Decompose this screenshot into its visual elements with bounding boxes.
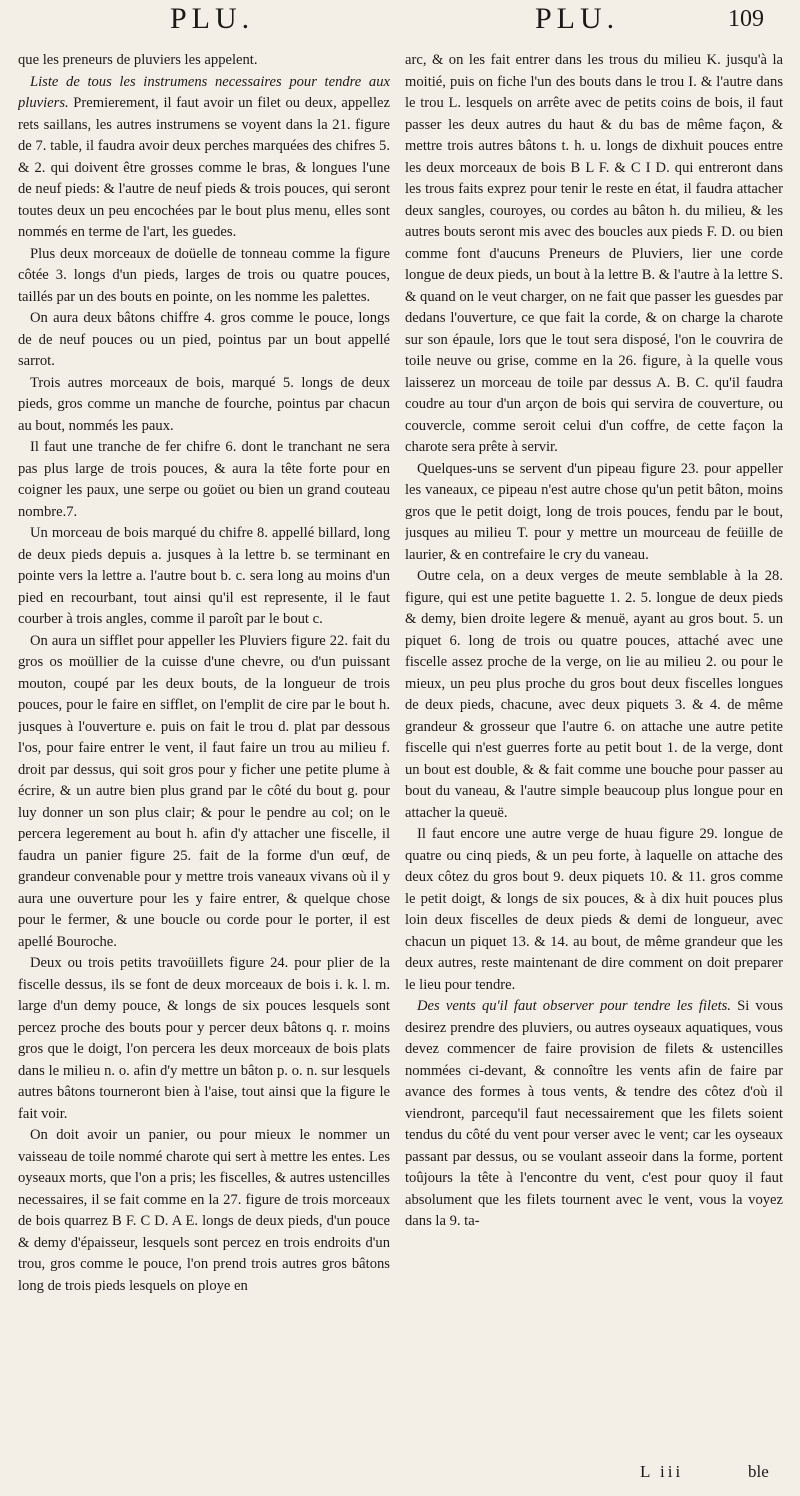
section-heading: Liste de tous les instrumens necessaires pour tendre aux pluviers.: [18, 73, 390, 111]
paragraph-text: On aura deux bâtons chiffre 4. gros comme le pouce, longs de de neuf pouces ou un pied, pointus par un bout appellé sarrot.: [18, 310, 390, 369]
signature-mark: L iii: [640, 1462, 684, 1481]
paragraph: [18, 953, 390, 1125]
section-heading: Des vents qu'il faut observer pour tendre les filets.: [417, 998, 731, 1014]
paragraph: [18, 1125, 390, 1297]
paragraph-text: Outre cela, on a deux verges de meute semblable à la 28. figure, qui est une petite baguette 1. 2. 5. longue de deux pieds & demy, bien droite legere & menuë, ayant au gros bout. 5. un piquet 6. long de trois ou quatre pouces, attaché avec une fiscelle assez proche de la verge, on lie au milieu 2. ou pour le mieux, un peu plus proche du gros bout deux fiscelles longues de deux pieds, chacune, avec deux piquets 3. & 4. de même grandeur & grosseur que l'autre 6. on attache une autre petite fiscelle qui n'est guerres forte au petit bout 1. de la verge, dont un bout est double, & & fait comme une bouche pour passer au bout du vaneau, & l'autre simple beaucoup plus longue pour en attacher la queuë.: [405, 568, 783, 821]
paragraph: [18, 523, 390, 631]
paragraph: [18, 50, 390, 72]
left-column: [18, 50, 390, 1455]
paragraph-text: que les preneurs de pluviers les appelent.: [18, 52, 258, 68]
right-column: [405, 50, 783, 1455]
paragraph: [18, 72, 390, 244]
paragraph-text: Il faut encore une autre verge de huau figure 29. longue de quatre ou cinq pieds, & un peu forte, à laquelle on attache des deux côtez du gros bout 9. deux piquets 10. & 11. gros comme le petit doigt, & longs de six pouces, & à dix huit pouces plus loin deux fiscelles de deux pieds & demi de longueur, avec chacun un piquet 13. & 14. au bout, de même grandeur que les deux autres, reste maintenant de dire comment on doit preparer le lieu pour tendre.: [405, 826, 783, 993]
paragraph-text: Plus deux morceaux de doüelle de tonneau comme la figure côtée 3. longs d'un pieds, larges de trois ou quatre pouces, taillés par un des bouts en pointe, on les nomme les palettes.: [18, 245, 390, 305]
paragraph-text: Si vous desirez prendre des pluviers, ou autres oyseaux aquatiques, vous devez commencer de faire provision de filets & ustencilles nommées ci-devant, & connoître les vents afin de faire par avance des formes à tous vents, & tendre des côtez d'où il viendront, parcequ'il faut necessairement que les filets soient tendus du côté du vent pour verser avec le vent; car les oyseaux passant par dessus, ou se voulant asseoir dans la forme, portent toûjours la tête à l'encontre du vent, c'est pour quoy il faut absolument que les filets tournent avec le vent, vous la voyez dans la 9. ta-: [405, 998, 783, 1229]
paragraph-text: Trois autres morceaux de bois, marqué 5. longs de deux pieds, gros comme un manche de fourche, pointus par chacun au bout, nommés les paux.: [18, 374, 390, 434]
paragraph-text: Premierement, il faut avoir un filet ou deux, appellez rets saillans, les autres instrumens se voyent dans la 21. figure de 7. table, il faudra avoir deux perches marquées des chifres 5. & 2. qui doivent être grosses comme le bras, & longues l'une de neuf pieds: & l'autre de neuf pieds & trois pouces, qui seront toutes deux un peu encochées par le bout plus menu, elles sont nommés en terme de l'art, les guedes.: [18, 95, 390, 240]
paragraph-text: On doit avoir un panier, ou pour mieux le nommer un vaisseau de toile nommé charote qui sert à mettre les entes. Les oyseaux morts, que l'on a pris; les fiscelles, & autres ustencilles necessaires, il se fait comme en la 27. figure de trois morceaux de bois quarrez B F. C D. A E. longs de deux pieds, d'un pouce & demy d'épaisseur, lesquels sont percez en trois endroits d'un trou, gros comme le pouce, l'on prend trois autres gros bâtons long de trois pieds lesquels on ploye en: [18, 1127, 390, 1294]
paragraph: [405, 824, 783, 996]
paragraph: [18, 308, 390, 373]
paragraph: [18, 373, 390, 438]
running-head-left: PLU.: [170, 2, 255, 35]
paragraph-text: Il faut une tranche de fer chifre 6. dont le tranchant ne sera pas plus large de trois pouces, & aura la tête forte pour en coigner les paux, une serpe ou goüet ou bien un grand couteau nombre.7.: [18, 439, 390, 520]
paragraph: [18, 244, 390, 309]
paragraph: [18, 631, 390, 954]
paragraph: [18, 437, 390, 523]
running-head-right: PLU.: [535, 2, 620, 35]
paragraph: [405, 566, 783, 824]
paragraph: [405, 459, 783, 567]
page-footer: [0, 1462, 800, 1490]
paragraph: [405, 996, 783, 1233]
page-number: 109: [728, 6, 764, 32]
paragraph-text: Un morceau de bois marqué du chifre 8. appellé billard, long de deux pieds depuis a. jusques à la lettre b. se terminant en pointe vers la lettre a. l'autre bout b. c. sera long au moins d'un pied en recourbant, tout ainsi qu'il est represente, il le faut courber à trois angles, comme il paroît par le bout c.: [18, 525, 390, 627]
paragraph-text: On aura un sifflet pour appeller les Pluviers figure 22. fait du gros os moüllier de la cuisse d'une chevre, ou d'un puissant mouton, coupé par les deux bouts, de la longueur de trois pouces, pour le faire en sifflet, on l'emplit de cire par le bout h. jusques à l'ouverture e. puis on fait le trou d. plat par dessous l'os, pour faire entrer le vent, il faut faire un trou au milieu f. droit par dessus, qui soit gros pour y ficher une petite plume à écrire, & un autre bien plus grand par le côté du bout g. pour luy donner un son plus clair; & pour le pendre au col; on le percera legerement au bout h. afin d'y attacher une fiscelle, il faudra un panier figure 25. fait de la forme d'un œuf, de grandeur convenable pour y mettre trois vaneaux vivans où il y aura une ouverture pour les y faire entrer, & quelque chose pour le fermer, & une boucle ou corde pour le porter, il est apellé Bouroche.: [18, 632, 390, 950]
paragraph-text: arc, & on les fait entrer dans les trous du milieu K. jusqu'à la moitié, puis on fiche l'un des bouts dans le trou I. & l'autre dans le trou L. lesquels on arrête avec de petits coins de bois, il faut passer les deux autres du haut & du bas de même façon, & mettre trois autres bâtons t. h. u. longs de dixhuit pouces entre les deux morceaux de bois B L F. & C I D. qui entreront dans les trous faits exprez pour tenir le reste en état, il faudra attacher deux sangles, couroyes, ou cordes au bâton h. du milieu, & les autres bouts seront mis avec des boucles aux pieds F. D. ou bien comme font d'aucuns Preneurs de Pluviers, lier une corde longue de deux pieds, un bout à la lettre B. & l'autre à la lettre S. & quand on le veut charger, on ne fait que passer les guesdes par dedans l'ouverture, ce que fait la corde, & on charge la charote sur son épaule, lors que le tout sera disposé, l'on le couvrira de toile neuve ou grise, comme en la 26. figure, à la quelle vous laisserez un morceau de toile par dessus A. B. C. qu'il faudra coudre au tour d'un arçon de bois qui servira de couverture, ou couvercle, comme seroit celui d'un coffre, de cette façon la charote sera prête à servir.: [405, 52, 783, 455]
catchword: ble: [748, 1462, 769, 1481]
paragraph: [405, 50, 783, 459]
paragraph-text: Quelques-uns se servent d'un pipeau figure 23. pour appeller les vaneaux, ce pipeau n'est autre chose qu'un petit bâton, moins gros que le petit doigt, long de trois pouces, fendu par le bout, jusques au milieu T. pour y mettre un mourceau de feüille de laurier, & en contrefaire le cry du vaneau.: [405, 460, 783, 563]
paragraph-text: Deux ou trois petits travoüillets figure 24. pour plier de la fiscelle dessus, ils se font de deux morceaux de bois i. k. l. m. large d'un demy pouce, & longs de six pouces lesquels sont percez proche des bouts pour y percer deux bâtons q. r. moins gros que le doigt, l'on percera les deux morceaux de bois plats dans le milieu n. o. afin d'y mettre un bâton p. o. n. sur lesquels autres bâtons tourneront bien à l'aise, tout ainsi que la figure le fait voir.: [18, 955, 390, 1122]
running-head: [0, 2, 800, 42]
